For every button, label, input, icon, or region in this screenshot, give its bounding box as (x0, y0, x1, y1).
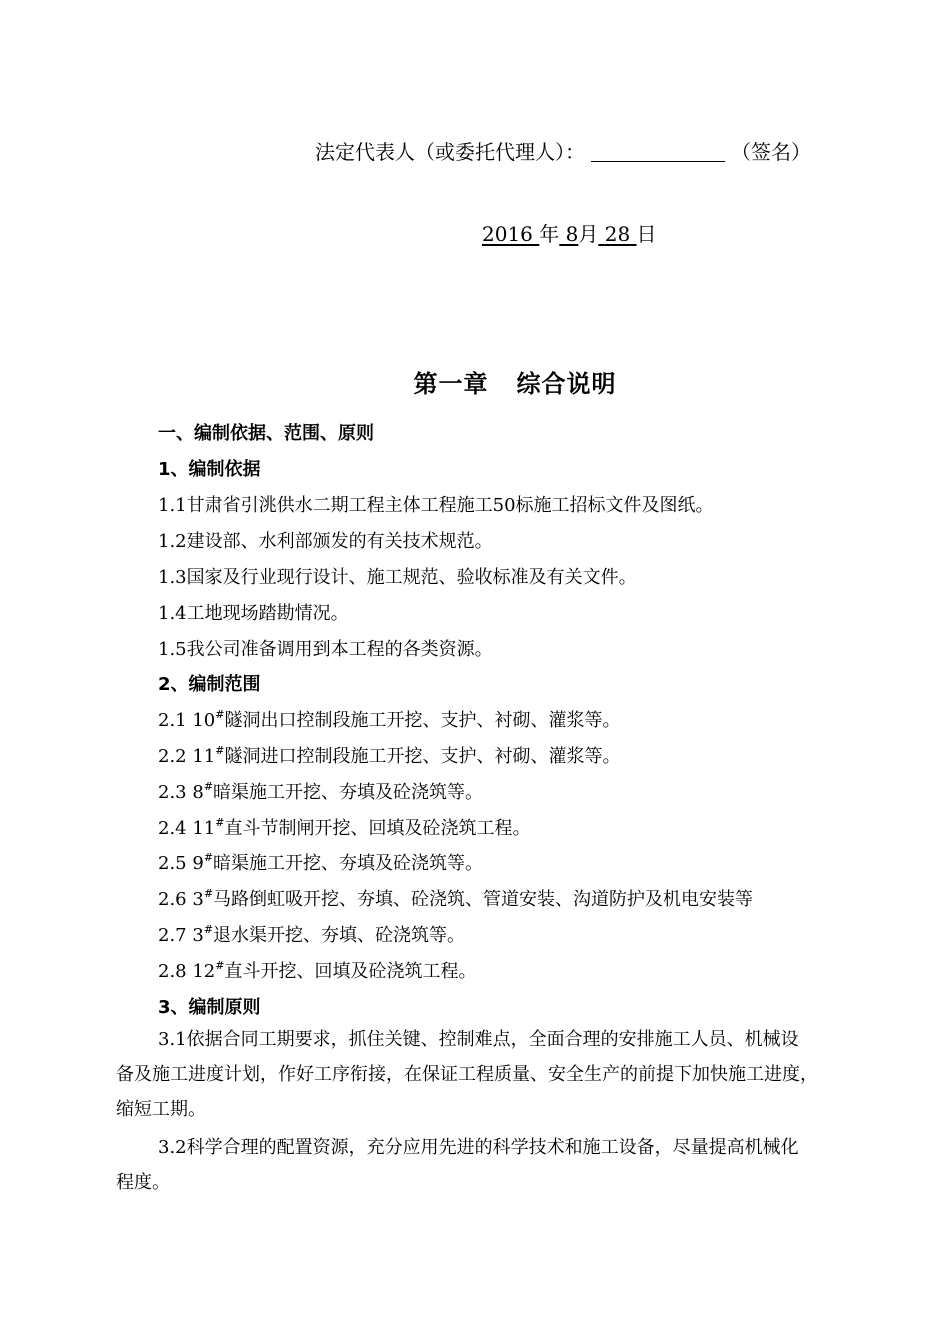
scope-item: 2.7 3#退水渠开挖、夯填、砼浇筑等。 (158, 923, 466, 946)
paragraph-line: 3.2科学合理的配置资源，充分应用先进的科学技术和施工设备，尽量提高机械化 (158, 1137, 799, 1158)
basis-item: 1.5我公司准备调用到本工程的各类资源。 (158, 639, 493, 660)
signature-label: 法定代表人（或委托代理人）： (315, 140, 585, 164)
basis-heading: 1、编制依据 (158, 459, 261, 480)
basis-item: 1.3国家及行业现行设计、施工规范、验收标准及有关文件。 (158, 567, 637, 588)
date-month: 8 (565, 222, 579, 246)
chapter-name: 综合说明 (516, 370, 617, 398)
section-heading: 一、编制依据、范围、原则 (158, 423, 374, 444)
scope-item: 2.6 3#马路倒虹吸开挖、夯填、砼浇筑、管道安装、沟道防护及机电安装等 (158, 887, 754, 910)
date-day: 28 (604, 222, 631, 246)
signature-line (315, 136, 811, 165)
paragraph-line: 3.1依据合同工期要求，抓住关键、控制难点，全面合理的安排施工人员、机械设 (158, 1029, 799, 1050)
date-year-unit: 年 (539, 222, 560, 246)
scope-item: 2.5 9#暗渠施工开挖、夯填及砼浇筑等。 (158, 851, 484, 874)
date-year: 2016 (482, 222, 533, 246)
scope-item: 2.2 11#隧洞进口控制段施工开挖、支护、衬砌、灌浆等。 (158, 744, 621, 767)
principle-paragraph-1 (116, 1022, 868, 1127)
signature-suffix: （签名） (731, 140, 811, 164)
paragraph-line: 缩短工期。 (116, 1099, 206, 1120)
principles-heading: 3、编制原则 (158, 997, 261, 1018)
date-line (482, 218, 657, 247)
basis-item: 1.4工地现场踏勘情况。 (158, 603, 349, 624)
paragraph-line: 程度。 (116, 1172, 170, 1193)
scope-item: 2.3 8#暗渠施工开挖、夯填及砼浇筑等。 (158, 780, 484, 803)
chapter-title (0, 364, 950, 399)
scope-heading: 2、编制范围 (158, 674, 261, 695)
paragraph-line: 备及施工进度计划，作好工序衔接，在保证工程质量、安全生产的前提下加快施工进度， (116, 1064, 818, 1085)
basis-item: 1.2建设部、水利部颁发的有关技术规范。 (158, 531, 493, 552)
chapter-number: 第一章 (413, 370, 489, 398)
date-day-unit: 日 (636, 222, 657, 246)
scope-item: 2.1 10#隧洞出口控制段施工开挖、支护、衬砌、灌浆等。 (158, 708, 621, 731)
date-month-unit: 月 (578, 222, 599, 246)
basis-item: 1.1甘肃省引洮供水二期工程主体工程施工50标施工招标文件及图纸。 (158, 495, 714, 516)
scope-item: 2.8 12#直斗开挖、回填及砼浇筑工程。 (158, 959, 477, 982)
signature-blank (591, 141, 725, 162)
principle-paragraph-2 (116, 1130, 868, 1200)
scope-item: 2.4 11#直斗节制闸开挖、回填及砼浇筑工程。 (158, 816, 531, 839)
